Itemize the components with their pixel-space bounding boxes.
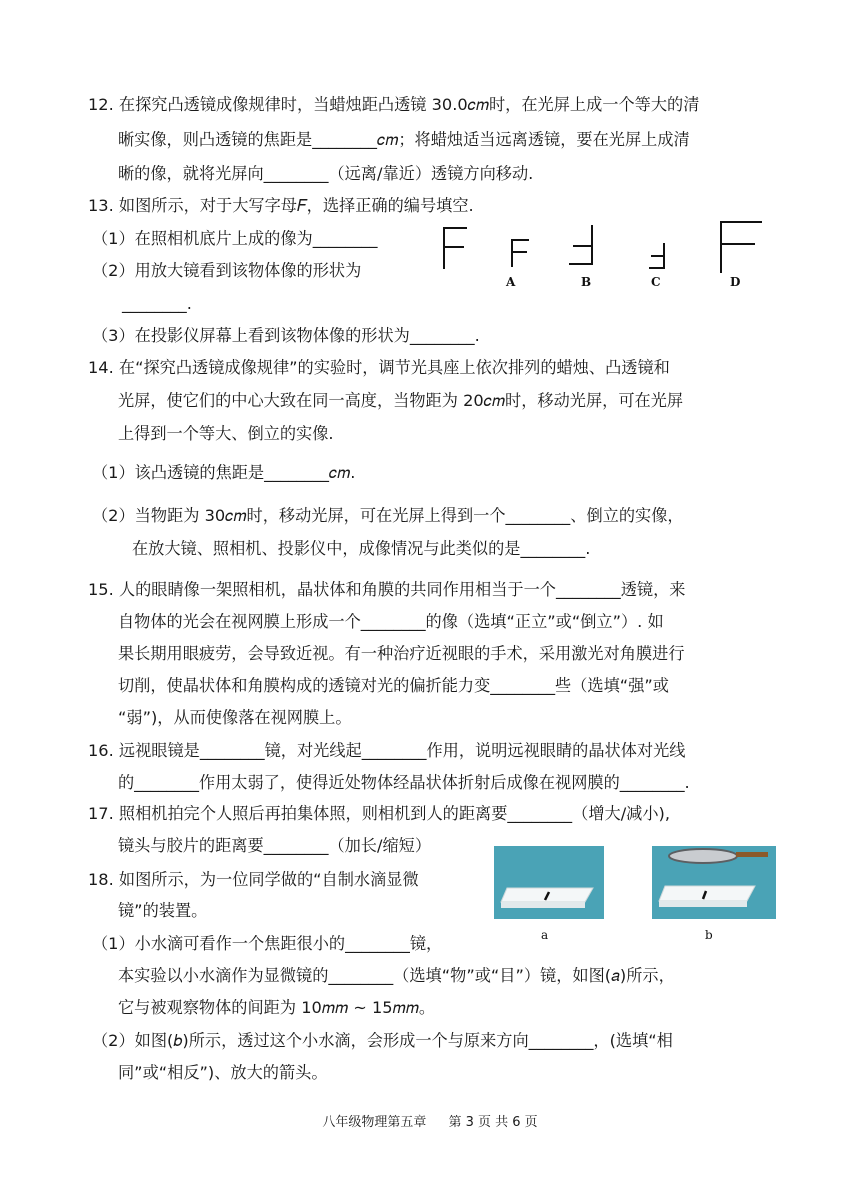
q14-line-3: 上得到一个等大、倒立的实像. [118, 424, 334, 443]
figure-label-photo-b: b [705, 928, 713, 942]
letter-f-figure [436, 214, 776, 294]
q15-line-5: “弱”)，从而使像落在视网膜上。 [118, 708, 352, 727]
q17-line-1: 17. 照相机拍完个人照后再拍集体照，则相机到人的距离要________（增大/减小), [88, 804, 670, 823]
magnifier-b [669, 849, 737, 863]
q15-line-1: 15. 人的眼睛像一架照相机，晶状体和角膜的共同作用相当于一个________透镜，来 [88, 580, 686, 599]
q14-part-2-cont: 在放大镜、照相机、投影仪中，成像情况与此类似的是________. [132, 539, 591, 558]
q15-line-3: 果长期用眼疲劳，会导致近视。有一种治疗近视眼的手术，采用激光对角膜进行 [118, 644, 685, 663]
letter-f-option-b [570, 226, 592, 264]
q13-part-2: （2）用放大镜看到该物体像的形状为 [92, 261, 362, 280]
letter-f-option-a [512, 240, 528, 266]
letter-f-option-c [650, 244, 664, 268]
q13-part-1: （1）在照相机底片上成的像为________ [92, 229, 378, 248]
q15-line-2: 自物体的光会在视网膜上形成一个________的像（选填“正立”或“倒立”）. 如 [118, 612, 664, 631]
q17-line-2: 镜头与胶片的距离要________（加长/缩短） [118, 836, 432, 855]
q16-line-1: 16. 远视眼镜是________镜，对光线起________作用，说明远视眼睛的晶状体对光线 [88, 741, 686, 760]
photo-a [494, 846, 604, 919]
q12-line-1: 12. 在探究凸透镜成像规律时，当蜡烛距凸透镜 30.0𝑐𝑚时，在光屏上成一个等大的清 [88, 95, 700, 114]
letter-f-original [444, 228, 466, 268]
figure-label-d: D [730, 275, 741, 289]
water-drop-microscope-figure [493, 844, 783, 944]
q16-line-2: 的________作用太弱了，使得近处物体经晶状体折射后成像在视网膜的________. [118, 773, 690, 792]
q15-line-4: 切削，使晶状体和角膜构成的透镜对光的偏折能力变________些（选填“强”或 [118, 676, 669, 695]
q13-part-3: （3）在投影仪屏幕上看到该物体像的形状为________. [92, 326, 480, 345]
letter-f-option-d [721, 222, 761, 272]
q13-line-1: 13. 如图所示，对于大写字母𝐹，选择正确的编号填空. [88, 196, 474, 215]
q14-part-1: （1）该凸透镜的焦距是________𝑐𝑚. [92, 463, 356, 482]
figure-label-a: A [506, 275, 516, 289]
figure-label-photo-a: a [541, 928, 549, 942]
figure-label-b: B [581, 275, 592, 289]
footer-title: 八年级物理第五章 [322, 1115, 427, 1130]
q14-line-2: 光屏，使它们的中心大致在同一高度，当物距为 20𝑐𝑚时，移动光屏，可在光屏 [118, 391, 684, 410]
q12-line-2: 晰实像，则凸透镜的焦距是________𝑐𝑚；将蜡烛适当远离透镜，要在光屏上成清 [118, 130, 690, 149]
footer-page-number: 第 3 页 共 6 页 [448, 1115, 538, 1130]
q12-line-3: 晰的像，就将光屏向________（远离/靠近）透镜方向移动. [118, 164, 534, 183]
q18-line-2: 镜”的装置。 [118, 901, 208, 920]
slide-stand-b [659, 886, 755, 901]
q18-part-1: （1）小水滴可看作一个焦距很小的________镜， [92, 934, 443, 953]
q18-line-1: 18. 如图所示，为一位同学做的“自制水滴显微 [88, 870, 419, 889]
q14-part-2: （2）当物距为 30𝑐𝑚时，移动光屏，可在光屏上得到一个________、倒立的实像， [92, 506, 684, 525]
figure-label-c: C [651, 275, 661, 289]
page-footer [0, 1114, 860, 1132]
q18-part-2-cont: 同”或“相反”)、放大的箭头。 [118, 1063, 328, 1082]
q18-part-2: （2）如图(𝑏)所示，透过这个小水滴，会形成一个与原来方向________，(选填“相 [92, 1031, 673, 1050]
q18-part-1-cont: 本实验以小水滴作为显微镜的________（选填“物”或“目”）镜，如图(𝑎)所示， [118, 966, 675, 985]
q13-part-2-blank: ________. [122, 294, 192, 313]
q14-line-1: 14. 在“探究凸透镜成像规律”的实验时，调节光具座上依次排列的蜡烛、凸透镜和 [88, 358, 670, 377]
q18-part-1-cont2: 它与被观察物体的间距为 10𝑚𝑚 ∼ 15𝑚𝑚。 [118, 998, 436, 1017]
